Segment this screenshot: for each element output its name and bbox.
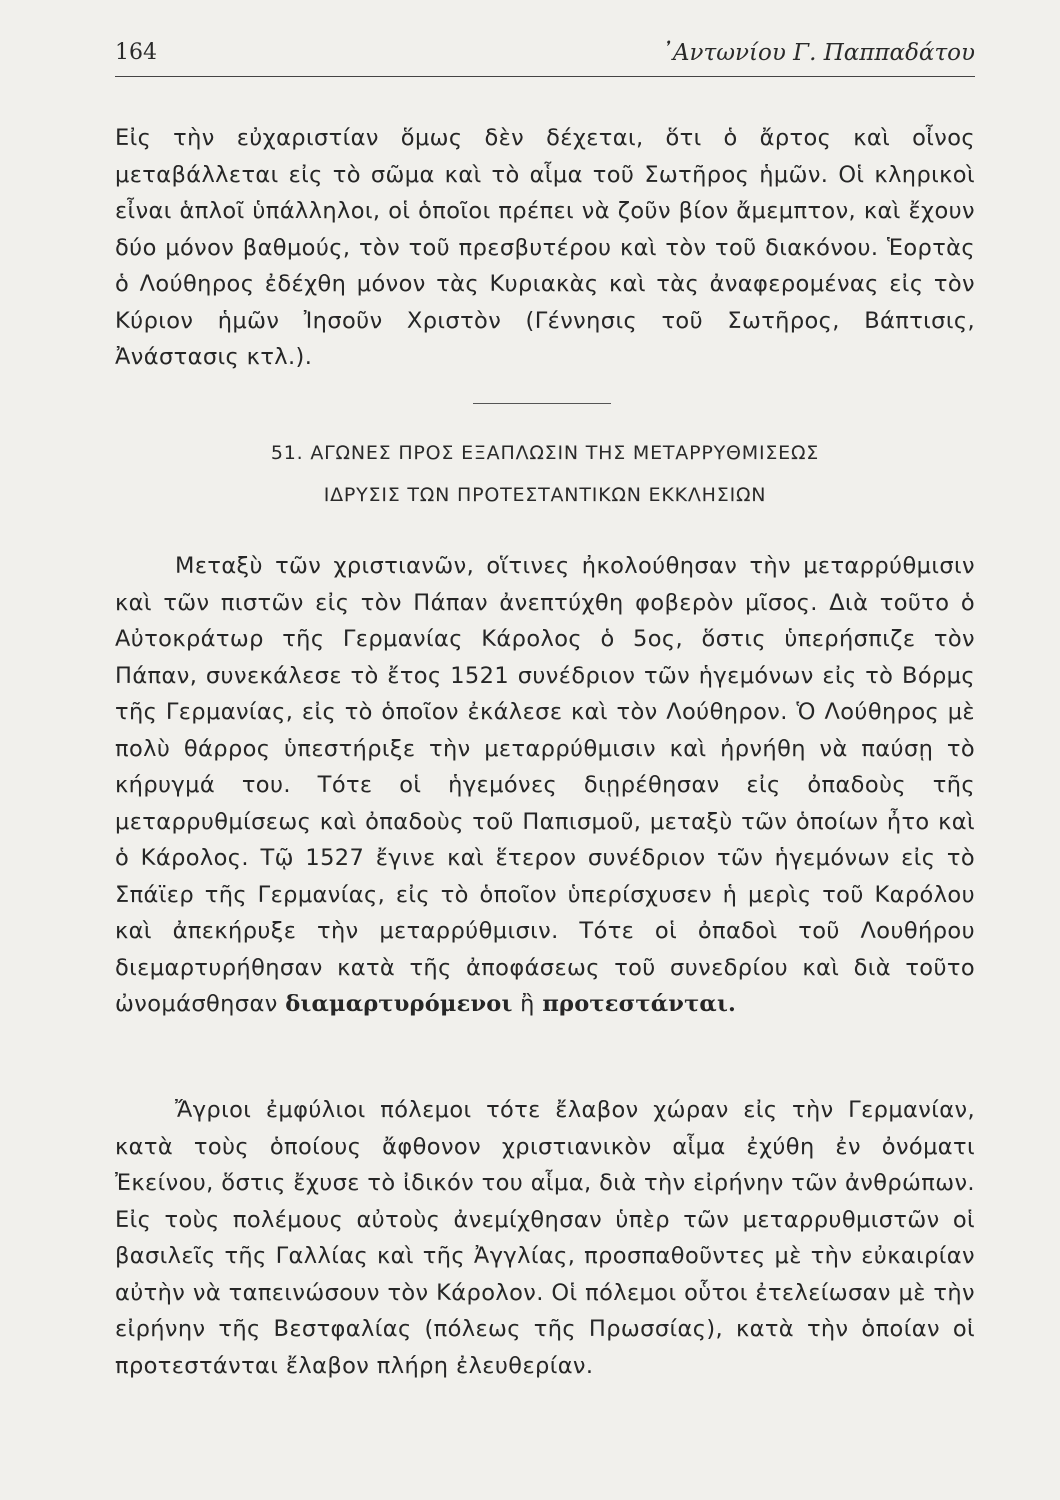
page-number: 164 [115,40,157,65]
bold-term-protesters: διαμαρτυρόμενοι [285,991,513,1017]
section-divider [473,403,611,404]
section-subtitle: ΙΔΡΥΣΙΣ ΤΩΝ ΠΡΟΤΕΣΤΑΝΤΙΚΩΝ ΕΚΚΛΗΣΙΩΝ [323,484,767,506]
bold-term-protestants: προτεστάνται. [542,991,737,1017]
running-head: ᾿Αντωνίου Γ. Παππαδάτου [661,40,975,66]
paragraph-3: Ἄγριοι ἐμφύλιοι πόλεμοι τότε ἔλαβον χώραν εἰς τὴν Γερμανίαν, κατὰ τοὺς ὁποίους ἄφθονον χριστιανικὸν αἷμα ἐχύθη ἐν ὀνόματι Ἐκείνου, ὅστις ἔχυσε τὸ ἰδικόν του αἷμα, διὰ τὴν εἰρήνην τῶν ἀνθρώπων. Εἰς τοὺς πολέμους αὐτοὺς ἀνεμίχθησαν ὑπὲρ τῶν μεταρρυθμιστῶν οἱ βασιλεῖς τῆς Γαλλίας καὶ τῆς Ἀγγλίας, προσπαθοῦντες μὲ τὴν εὐκαιρίαν αὐτὴν νὰ ταπεινώσουν τὸν Κάρολον. Οἱ πόλεμοι οὗτοι ἐτελείωσαν μὲ τὴν εἰρήνην τῆς Βεστφαλίας (πόλεως τῆς Πρωσσίας), κατὰ τὴν ὁποίαν οἱ προτεστάνται ἔλαβον πλήρη ἐλευθερίαν. [115,1097,975,1379]
header-rule [115,76,975,77]
connector-word: ἢ [520,991,535,1017]
section-title: 51. ΑΓΩΝΕΣ ΠΡΟΣ ΕΞΑΠΛΩΣΙΝ ΤΗΣ ΜΕΤΑΡΡΥΘΜΙΣΕΩΣ [270,442,820,464]
paragraph-1: Εἰς τὴν εὐχαριστίαν ὅμως δὲν δέχεται, ὅτι ὁ ἄρτος καὶ οἶνος μεταβάλλεται εἰς τὸ σῶμα καὶ τὸ αἷμα τοῦ Σωτῆρος ἡμῶν. Οἱ κληρικοὶ εἶναι ἁπλοῖ ὑπάλληλοι, οἱ ὁποῖοι πρέπει νὰ ζοῦν βίον ἄμεμπτον, καὶ ἔχουν δύο μόνον βαθμούς, τὸν τοῦ πρεσβυτέρου καὶ τὸν τοῦ διακόνου. Ἑορτὰς ὁ Λούθηρος ἐδέχθη μόνον τὰς Κυριακὰς καὶ τὰς ἀναφερομένας εἰς τὸν Κύριον ἡμῶν Ἰησοῦν Χριστὸν (Γέννησις τοῦ Σωτῆρος, Βάπτισις, Ἀνάστασις κτλ.). [115,125,975,370]
page-header [115,40,975,80]
paragraph-2 [115,548,975,1023]
paragraph-2-text: Μεταξὺ τῶν χριστιανῶν, οἵτινες ἠκολούθησαν τὴν μεταρρύθμισιν καὶ τῶν πιστῶν εἰς τὸν Πάπαν ἀνεπτύχθη φοβερὸν μῖσος. Διὰ τοῦτο ὁ Αὐτοκράτωρ τῆς Γερμανίας Κάρολος ὁ 5ος, ὅστις ὑπερήσπιζε τὸν Πάπαν, συνεκάλεσε τὸ ἔτος 1521 συνέδριον τῶν ἡγεμόνων εἰς τὸ Βόρμς τῆς Γερμανίας, εἰς τὸ ὁποῖον ἐκάλεσε καὶ τὸν Λούθηρον. Ὁ Λούθηρος μὲ πολὺ θάρρος ὑπεστήριξε τὴν μεταρρύθμισιν καὶ ἠρνήθη νὰ παύσῃ τὸ κήρυγμά του. Τότε οἱ ἡγεμόνες διῃρέθησαν εἰς ὀπαδοὺς τῆς μεταρρυθμίσεως καὶ ὀπαδοὺς τοῦ Παπισμοῦ, μεταξὺ τῶν ὁποίων ἦτο καὶ ὁ Κάρολος. Τῷ 1527 ἔγινε καὶ ἕτερον συνέδριον τῶν ἡγεμόνων εἰς τὸ Σπάϊερ τῆς Γερμανίας, εἰς τὸ ὁποῖον ὑπερίσχυσεν ἡ μερὶς τοῦ Καρόλου καὶ ἀπεκήρυξε τὴν μεταρρύθμισιν. Τότε οἱ ὀπαδοὶ τοῦ Λουθήρου διεμαρτυρήθησαν κατὰ τῆς ἀποφάσεως τοῦ συνεδρίου καὶ διὰ τοῦτο ὠνομάσθησαν [115,553,975,1017]
